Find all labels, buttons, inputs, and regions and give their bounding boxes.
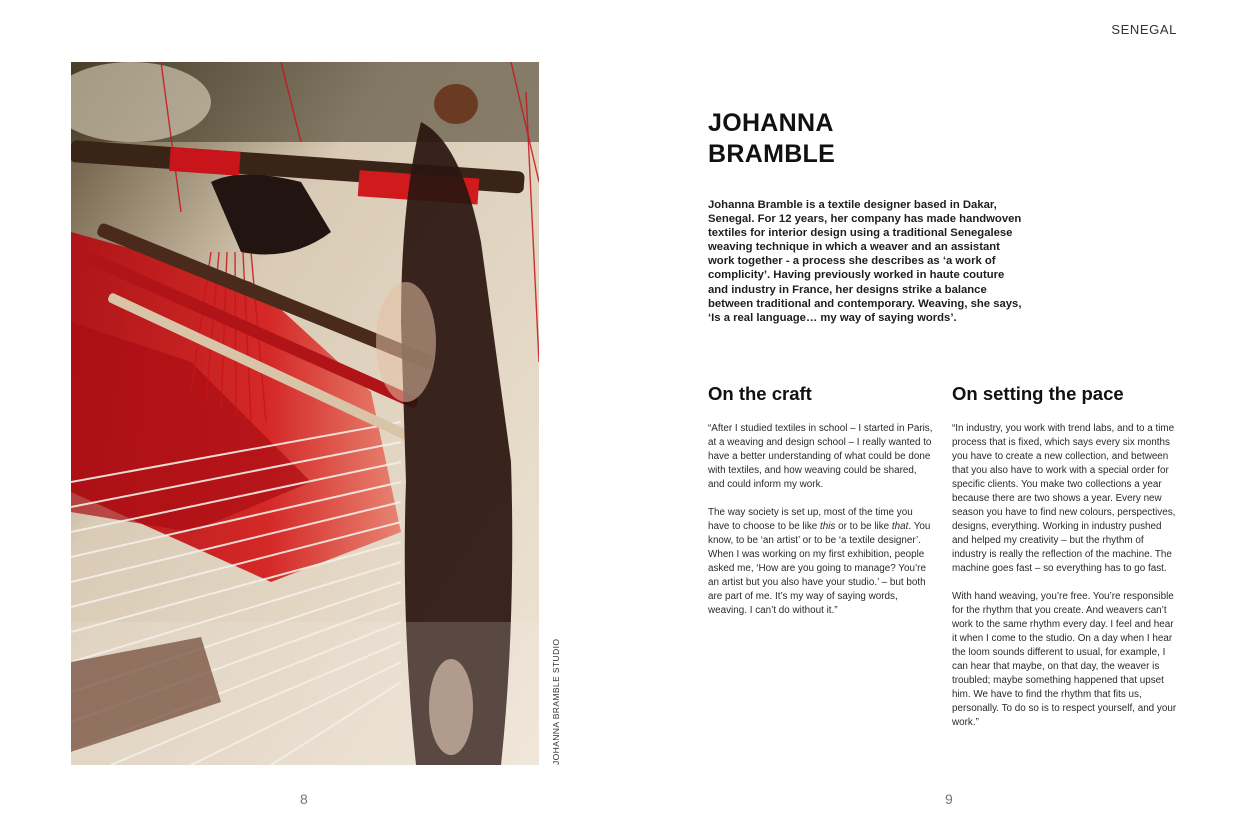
craft-heading: On the craft <box>708 383 812 404</box>
title-line-2: BRAMBLE <box>708 140 836 168</box>
pace-paragraph-2: With hand weaving, you’re free. You’re responsible for the rhythm that you create. And weavers can’t work to the same rhythm every day. I feel and hear it when I come to the studio. On a day when I hear the loom sounds different to usual, for example, I can hear that maybe, on that day, the weaver is troubled; maybe something happened that upset him. We have to find the rhythm that fits us, personally. To do so is to respect yourself, and your work.” <box>952 591 1177 728</box>
craft-column <box>708 382 934 632</box>
section-label: SENEGAL <box>1111 22 1177 37</box>
craft-p2-emphasis-this: this <box>820 521 836 532</box>
photo-credit: JOHANNA BRAMBLE STUDIO <box>551 638 561 765</box>
loom-photo <box>71 62 539 765</box>
pace-column <box>952 382 1178 744</box>
craft-p2-emphasis-that: that <box>891 521 909 532</box>
loom-illustration <box>71 62 539 765</box>
title-line-1: JOHANNA <box>708 109 834 137</box>
craft-paragraph-2 <box>708 506 934 618</box>
intro-paragraph: Johanna Bramble is a textile designer based in Dakar, Senegal. For 12 years, her company has made handwoven textiles for interior design using a traditional Senegalese weaving technique in which a weaver and an assistant work together - a process she describes as ‘a work of complicity’. Having previously worked in haute couture and industry in France, her designs strike a balance between traditional and contemporary. Weaving, she says, ‘Is a real language… my way of saying words’. <box>708 199 1022 324</box>
craft-paragraph-1: “After I studied textiles in school – I started in Paris, at a weaving and design school – I really wanted to have a better understanding of what could be done with textiles, and how weaving could be shared, and could inform my work. <box>708 423 933 490</box>
page-number-right: 9 <box>945 791 953 807</box>
pace-heading: On setting the pace <box>952 383 1124 404</box>
pace-paragraph-1: “In industry, you work with trend labs, and to a time process that is fixed, which says every six months you have to create a new collection, and between that you also have to work with a special order for specific clients. You make two collections a year because there are two shows a year. Every new season you have to find new colours, perspectives, designs, everything. Working in industry pushed and helped my creativity – but the rhythm of industry is really the reflection of the machine. The machine goes fast – so everything has to go fast. <box>952 423 1176 574</box>
craft-p2-mid: or to be like <box>835 521 892 532</box>
article-title <box>708 108 835 170</box>
page-number-left: 8 <box>300 791 308 807</box>
craft-p2-before: The way society is set up, most of the time you have to choose to be like <box>708 507 913 532</box>
craft-p2-after: . You know, to be ‘an artist’ or to be ‘a textile designer’. When I was working on my first exhibition, people asked me, ‘How are you going to manage? You’re an artist but you also have your studio.’ – but both are part of me. It’s my way of saying words, weaving. I can’t do without it.” <box>708 521 931 616</box>
